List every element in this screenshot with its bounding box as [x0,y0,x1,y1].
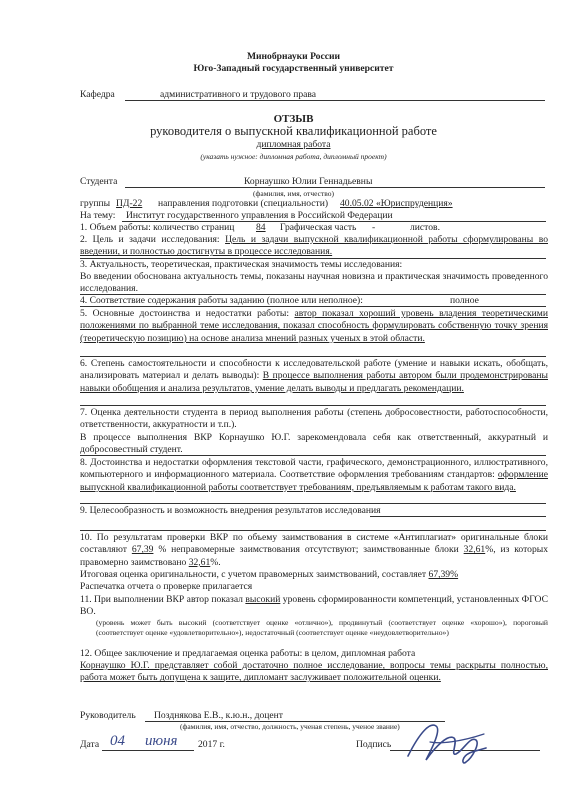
competence-paragraph [80,594,548,619]
supervisor-label: Руководитель [80,710,136,721]
merits-paragraph [80,308,548,345]
final-originality-value: 67,39% [428,569,459,580]
implementation-label: 9. Целесообразность и возможность внедрения результатов исследования [80,505,381,516]
pages-count: 84 [256,222,266,233]
compliance-underline [80,306,546,307]
implementation-line1 [370,516,546,517]
independence-text: В процессе выполнения работы автором были продемонстрированы навыки обобщения и анализа результатов, умение делать выводы и предлагать рекомендации. [80,370,549,394]
merits-underline [80,356,546,357]
topic-label: На тему: [80,210,116,221]
final-originality-label: Итоговая оценка оригинальности, с учетом правомерных заимствований, составляет [80,569,427,580]
activity-text: В процессе выполнения ВКР Корнаушко Ю.Г. зарекомендовала себя как ответственный, аккуратный и добросовестный студент. [80,432,548,456]
plagiarism-paragraph [80,532,548,569]
report-attached: Распечатка отчета о проверке прилагается [80,581,253,592]
department-label: Кафедра [80,89,115,100]
compliance-value: полное [450,295,479,306]
sheets-label: листов. [410,222,440,233]
ministry-name: Минобрнауки России [246,51,341,62]
student-label: Студента [80,176,118,187]
design-underline [80,503,546,504]
date-day: 04 [110,733,125,749]
student-underline [125,187,545,188]
document-title: ОТЗЫВ [273,113,314,125]
design-label: 8. Достоинства и недостатки оформления текстовой части, графического, демонстрационного, иллюстративного, компьютерного и информационного материала. Соответствие оформления требованиям стандартов: [80,457,548,481]
activity-label: 7. Оценка деятельности студента в период выполнения работы (степень добросовестности, работоспособности, ответственности, аккуратности и т.п.). [80,407,548,431]
date-underline [102,750,194,751]
graphic-label: Графическая часть [280,222,357,233]
goals-label: 2. Цель и задачи исследования: [80,234,220,245]
plagiarism-text3: %, из которых правомерно заимствовано [80,544,549,568]
student-caption: (фамилия, имя, отчество) [253,189,334,198]
department-underline [125,100,545,101]
work-type: дипломная работа [256,139,331,150]
signature-label: Подпись [356,739,392,750]
conclusion-label: 12. Общее заключение и предлагаемая оценка работы: в целом, дипломная работа [80,648,416,659]
implementation-line2 [80,530,546,531]
direction-label: направления подготовки (специальности) [158,198,329,209]
competence-hint: (уровень может быть высокий (соответствует оценке «отлично»), продвинутый (соответствует оценке «хорошо»), пороговый (соответствует оценке «удовлетворительно»), недостаточный (соответствует оценке «неудовлетворительно») [96,618,548,637]
direction-value: 40.05.02 «Юриспруденция» [340,198,453,209]
document-subtitle: руководителя о выпускной квалификационной работе [150,124,437,138]
design-paragraph [80,457,548,494]
supervisor-caption: (фамилия, имя, отчество, должность, ученая степень, ученое звание) [180,722,400,731]
merits-text: автор показал хороший уровень владения теоретическими положениями по выбранной теме исследования, показал способность формулировать собственную точку зрения (теоретическую позицию) на основе анализа мнений разных ученых в этой области. [80,308,548,344]
relevance-text: Во введении обоснована актуальность темы, показаны научная новизна и практическая значимость проведенного исследования. [80,271,548,295]
independence-label: 6. Степень самостоятельности и способности к исследовательской работе (умение и навыки искать, обобщать, анализировать материал и делать выводы): [80,358,548,382]
competence-rest: уровень сформированности компетенций, установленных ФГОС ВО. [80,594,548,618]
date-label: Дата [80,739,100,750]
plagiarism-text1: 10. По результатам проверки ВКР по объему заимствования в системе «Антиплагиат» оригинальные блоки составляют [80,532,548,556]
goals-paragraph [80,234,548,260]
independence-underline [80,405,546,406]
plagiarism-text2: % неправомерные заимствования отсутствуют; заимствованные блоки [158,544,459,556]
design-text: оформление выпускной квалификационной работы соответствует требованиям, предъявляемым к работам такого вида. [80,469,548,493]
plagiarism-text4: %. [210,556,221,568]
activity-underline [80,455,546,456]
original-percent: 67,39 [131,544,154,556]
graphic-value: - [372,222,376,233]
department-value: административного и трудового права [160,89,317,100]
handwritten-signature [400,712,490,772]
date-month: июня [145,733,178,749]
legit-percent: 32,61 [188,556,211,568]
supervisor-name: Позднякова Е.В., к.ю.н., доцент [154,710,284,721]
student-name: Корнаушко Юлии Геннадьевны [244,176,373,187]
work-type-hint: (указать нужное: дипломная работа, дипломный проект) [200,152,387,161]
university-name: Юго-Западный государственный университет [193,63,394,74]
group-label: группы [80,198,111,209]
borrowed-percent: 32,61 [463,544,486,556]
compliance-label: 4. Соответствие содержания работы заданию (полное или неполное): [80,295,363,306]
independence-paragraph [80,358,548,395]
competence-label: 11. При выполнении ВКР автор показал [80,594,243,605]
topic-value: Институт государственного управления в Российской Федерации [126,210,393,221]
conclusion-text: Корнаушко Ю.Г. представляет собой достаточно полное исследование, вопросы темы раскрыты полностью, работа может быть допущена к защите, дипломант заслуживает положительной оценки. [80,660,548,684]
date-year: 2017 г. [198,739,225,750]
final-originality [80,569,458,581]
group-value: ПД-22 [116,198,143,209]
relevance-label: 3. Актуальность, теоретическая, практическая значимость темы исследования: [80,259,403,270]
competence-level: высокий [245,594,281,605]
merits-label: 5. Основные достоинства и недостатки работы: [80,308,290,319]
volume-label: 1. Объем работы: количество страниц [80,222,235,233]
goals-text: Цель и задачи выпускной квалификационной работы сформулированы во введении, и полностью достигнуты в процессе исследования. [80,234,548,258]
